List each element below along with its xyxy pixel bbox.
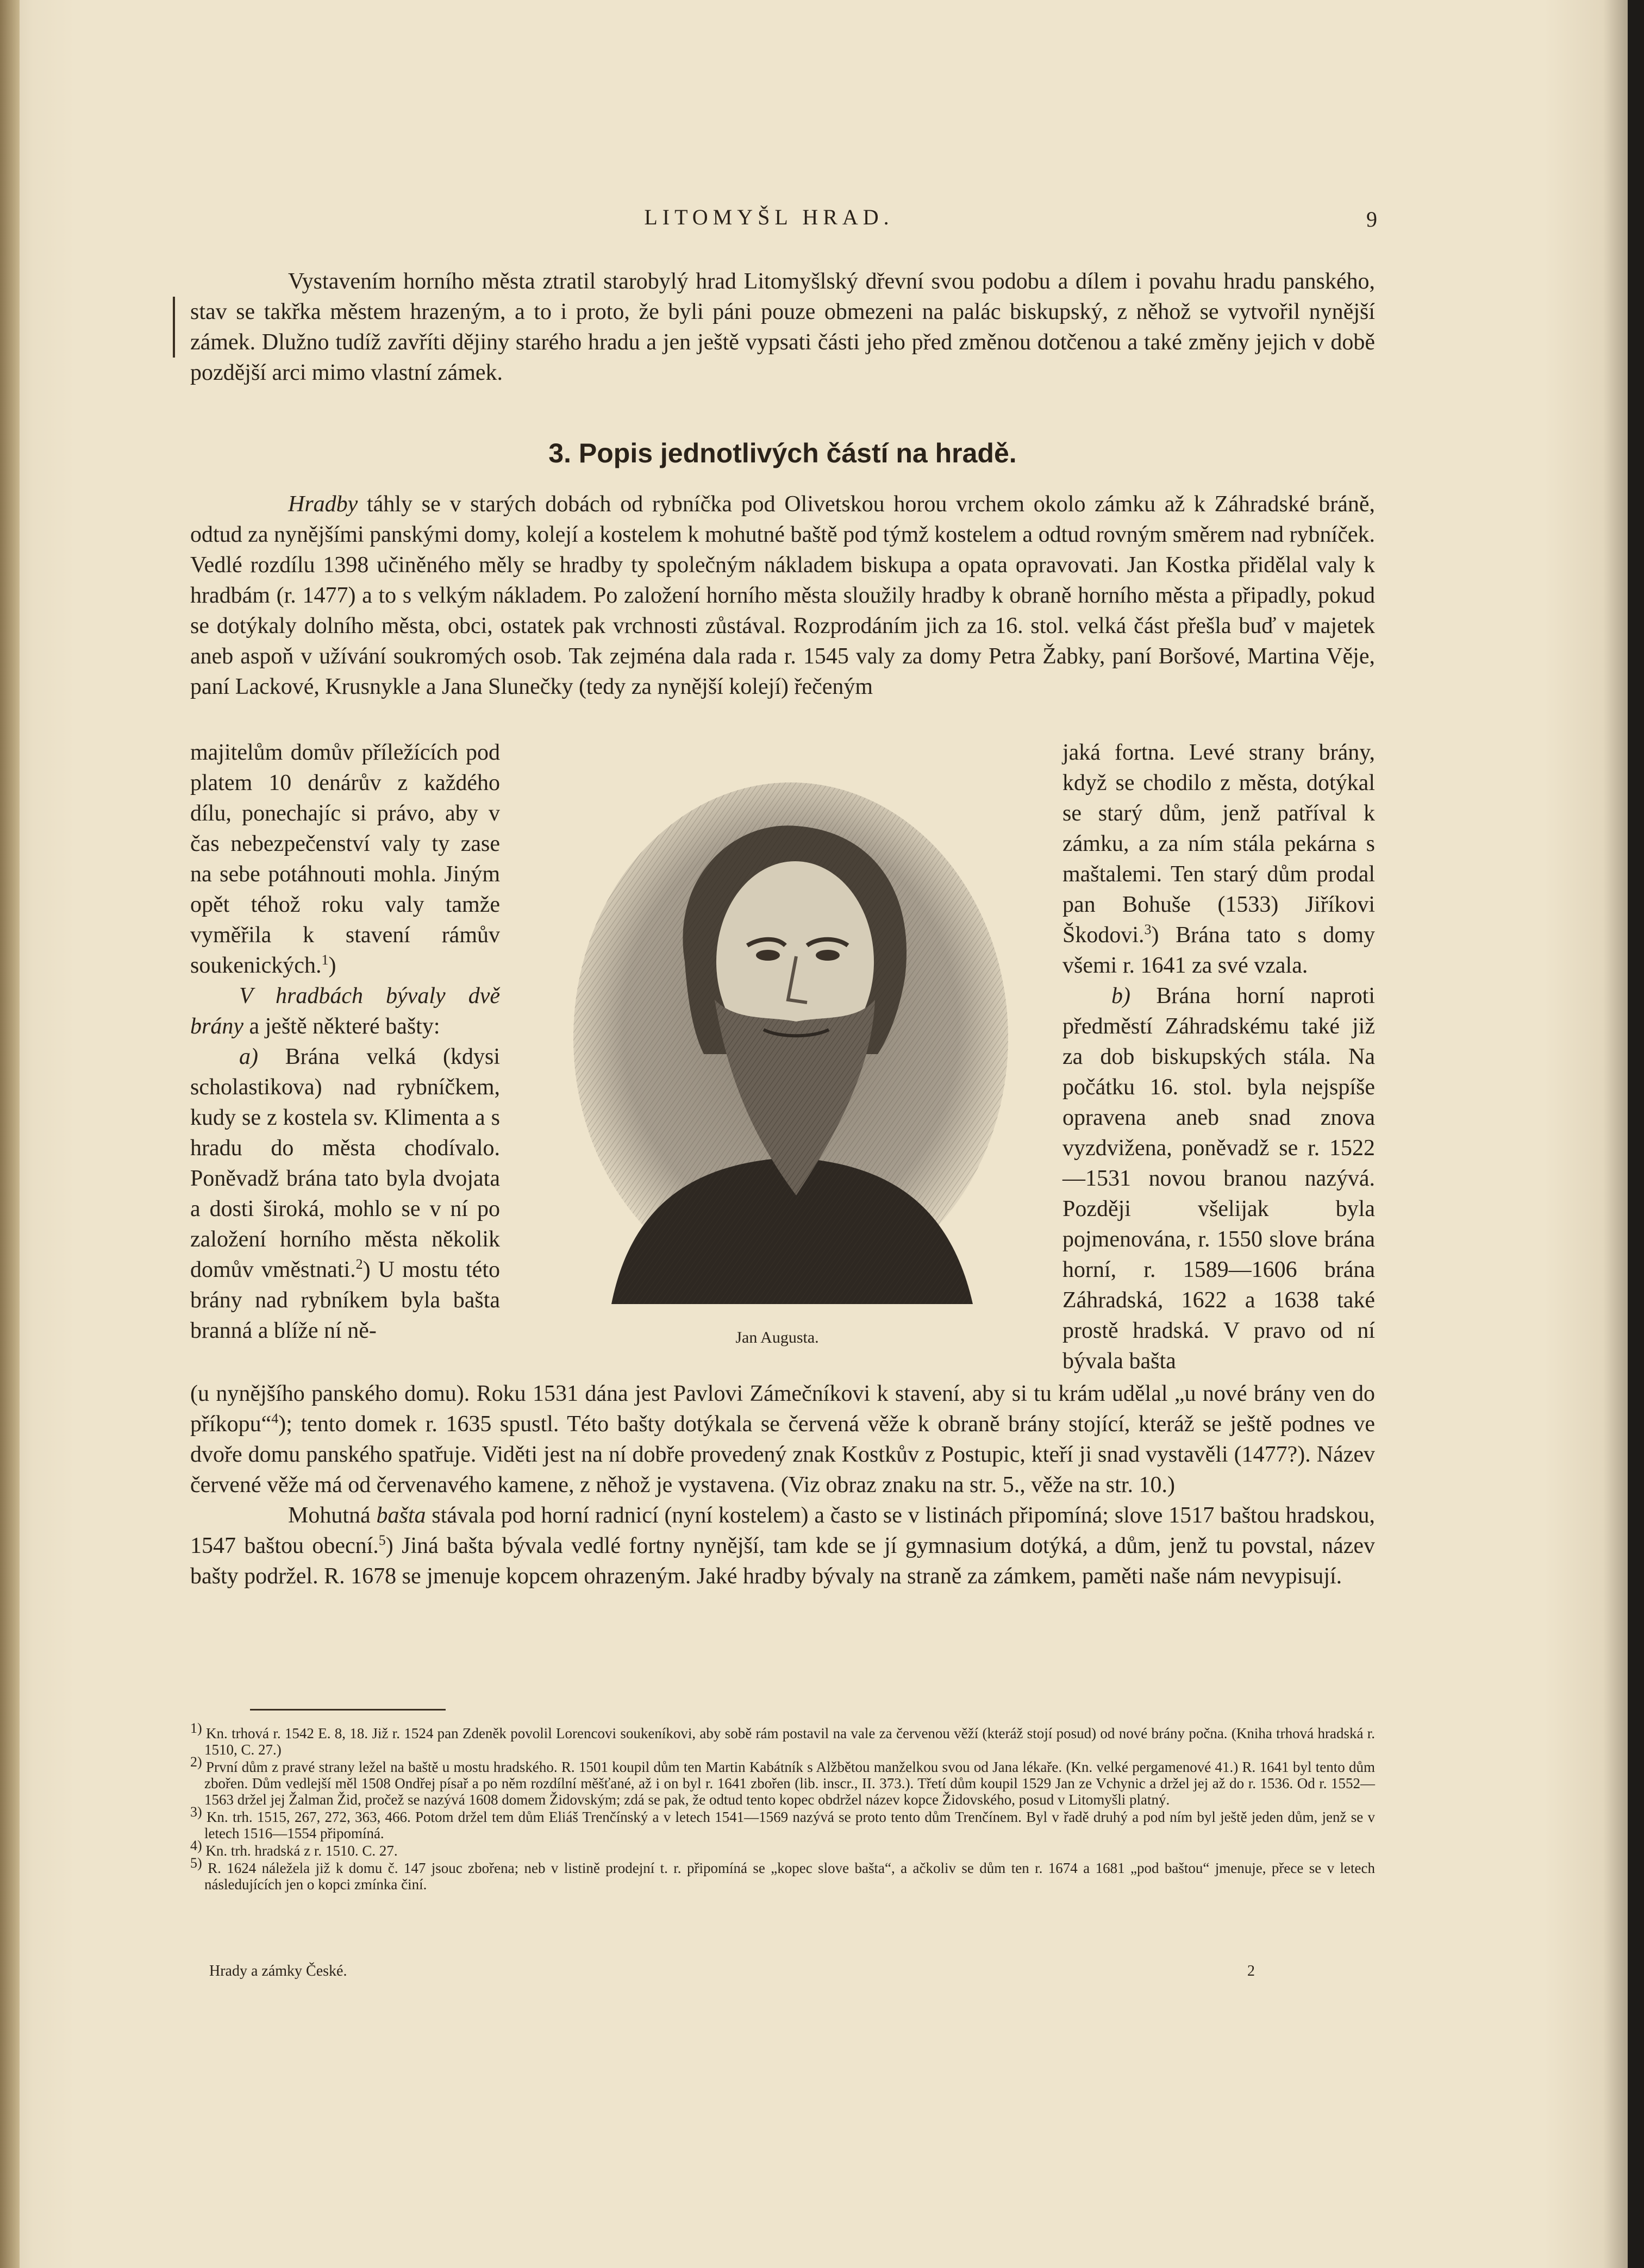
right-p1-tail: Brána tato s domy všemi r. 1641 za své vzala. [1062,923,1375,978]
bastion-pre: Mohutná [288,1503,377,1528]
page-number: 9 [1366,207,1377,231]
section-title: 3. Popis jednotlivých částí na hradě. [548,438,1017,468]
footnote-1 [190,1720,1376,1758]
footnotes [190,1720,1376,1894]
portrait-caption: Jan Augusta. [735,1329,819,1346]
signature-mark: 2 [1247,1963,1255,1979]
gates-text: a ještě některé bašty: [243,1014,440,1039]
left-p1: majitelům domův příležících pod platem 10 denárův z každého dílu, ponechajíc si právo, aby v čas nebezpečenství valy ty zase na sebe potáhnouti mohla. Jiným opět téhož roku valy tamže vyměřila k stavení rámův soukenických. [190,740,500,978]
footnote-text: Kn. trh. hradská z r. 1510. C. 27. [205,1843,398,1859]
footnote-rule [250,1709,446,1711]
gates-lead: V hradbách bývaly dvě brány [190,983,500,1039]
footnote-text: Kn. trh. 1515, 267, 272, 363, 466. Potom držel tem dům Eliáš Trenčínský a v letech 1541—1569 nazývá se proto tento dům Trenčínem. Byl v řadě druhý a pod ním byl ještě jeden dům, jenž se v letech 1516—1554 připomíná. [204,1809,1375,1841]
gate-a-text: Brána velká (kdysi scholastikova) nad rybníčkem, kudy se z kostela sv. Klimenta a s hradu do města chodívalo. Poněvadž brána tato byla dvojata a dosti široká, mohlo se v ní po založení horního města několik domův vměstnati. [190,1044,500,1282]
footnote-ref-5: 5 [378,1532,386,1548]
hradby-paragraph [190,489,1375,702]
footnote-3 [190,1804,1375,1841]
book-signature: Hrady a zámky České. [209,1963,347,1979]
footnote-ref-4: 4 [271,1411,279,1426]
footnote-4 [190,1838,1375,1859]
continuation-p1b: ; tento domek r. 1635 spustl. Této bašty dotýkala se červená věže k obraně brány stojící, kteráž se ještě podnes ve dvoře domu panského spatřuje. Viděti jest na ní dobře provedený znak Kostkův z Postupic, kteří ji snad vystavěli (1477?). Název červené věže má od červenavého kamene, z něhož je vystavena. (Viz obraz znaku na str. 5., věže na str. 10.) [190,1412,1375,1498]
gate-a-lead: a) [239,1044,258,1069]
margin-mark [173,297,175,358]
hradby-lead: Hradby [288,492,358,517]
intro-paragraph [190,266,1375,388]
bastion-lead: bašta [376,1503,426,1528]
footnote-text: Kn. trhová r. 1542 E. 8, 18. Již r. 1524 pan Zdeněk povolil Lorencovi soukeníkovi, aby sobě rám postavil na vale za červenou věží (kteráž stojí posud) od nové brány počna. (Kniha trhová hradská r. 1510, C. 27.) [204,1725,1376,1758]
gate-b-lead: b) [1111,983,1130,1008]
continuation-text: (u nynějšího panského domu). Roku 1531 dána jest Pavlovi Zámečníkovi k stavení, aby si tu krám udělal „u nové brány ven do příkopu“$^4$); tento domek r. 1635 spustl. Této bašty dotýkala se červená věže k obraně brány stojící, kteráž se ještě podnes ve dvoře domu panského spatřuje. Viděti jest na ní dobře provedený znak Kostkův z Postupic, kteří ji snad vystavěli (1477?). Název červené věže má od červenavého kamene, z něhož je vystavena. (Viz obraz znaku na str. 5., věže na str. 10.) Mohutná bašta stávala pod horní radnicí (nyní kostelem) a často se v listinách připomíná; slove 1517 baštou hradskou, 1547 baštou obecní.$^5$) Jiná bašta bývala vedlé fortny nynější, tam kde se jí gymnasium dotýká, a dům, jenž tu povstal, název bašty podržel. R. 1678 se jmenuje kopcem ohrazeným. Jaké hradby bývaly na straně za zámkem, paměti naše nám nevypisují. [190,1381,1376,1589]
right-column: jaká fortna. Levé strany brány, když se chodilo z města, dotýkal se starý dům, jenž patříval k zámku, a za ním stála pekárna s maštalemi. Ten starý dům prodal pan Bohuše (1533) Jiříkovi Škodovi.$^3$) Brána tato s domy všemi r. 1641 za své vzala. b) Brána horní naproti předměstí Záhradskému také již za dob biskupských stála. Na počátku 16. stol. byla nejspíše opravena aneb snad znova vyzdvižena, poněvadž se r. 1522—1531 novou branou nazývá. Později všelijak byla pojmenována, r. 1550 slove brána horní, r. 1589—1606 brána Záhradská, 1622 a 1638 také prostě hradská. V pravo od ní bývala bašta [1062,740,1375,1374]
footnote-mark: 5) [190,1855,202,1871]
footnote-2 [190,1754,1376,1808]
book-spine-shadow [0,0,20,2268]
portrait-engraving [568,782,1014,1310]
running-header [163,201,1375,239]
footnote-mark: 3) [190,1804,202,1820]
bastion-tail: Jiná bašta bývala vedlé fortny nynější, tam kde se jí gymnasium dotýká, a dům, jenž tu povstal, název bašty podržel. R. 1678 se jmenuje kopcem ohrazeným. Jaké hradby bývaly na straně za zámkem, paměti naše nám nevypisují. [190,1533,1375,1589]
footnote-ref-2: 2 [355,1256,363,1272]
right-p1: jaká fortna. Levé strany brány, když se chodilo z města, dotýkal se starý dům, jenž patříval k zámku, a za ním stála pekárna s maštalemi. Ten starý dům prodal pan Bohuše (1533) Jiříkovi Škodovi. [1062,740,1375,948]
gate-a-tail: U mostu této brány nad rybníkem byla bašta branná a blíže ní ně- [190,1257,500,1343]
footnote-mark: 1) [190,1720,202,1736]
continuation-p1a: (u nynějšího panského domu). Roku 1531 dána jest Pavlovi Zámečníkovi k stavení, aby si tu krám udělal „u nové brány ven do příkopu“ [190,1381,1375,1437]
footnote-mark: 4) [190,1838,202,1853]
footnote-ref-1: 1 [321,952,329,968]
hradby-text: táhly se v starých dobách od rybníčka pod Olivetskou horou vrchem okolo zámku až k Záhradské bráně, odtud za nynějšími panskými domy, kolejí a kostelem k mohutné baště pod týmž kostelem a odtud rovným směrem nad rybníček. Vedlé rozdílu 1398 učiněného měly se hradby ty společným nákladem biskupa a opata opravovati. Jan Kostka přidělal valy k hradbám (r. 1477) a to s velkým nákladem. Po založení horního města sloužily hradby k obraně horního města a připadly, pokud se dotýkaly dolního města, obci, ostatek pak vrchnosti zůstával. Rozprodáním jich za 16. stol. velká část přešla buď v majetek aneb aspoň v užívání soukromých osob. Tak zejména dala rada r. 1545 valy za domy Petra Žabky, paní Boršové, Martina Věje, paní Lackové, Krusnykle a Jana Slunečky (tedy za nynější kolejí) řečeným [190,492,1375,699]
footnote-mark: 2) [190,1754,202,1770]
intro-text: Vystavením horního města ztratil starobylý hrad Litomyšlský dřevní svou podobu a dílem i povahu hradu panského, stav se takřka městem hrazeným, a to i proto, že byli páni pouze obmezeni na palác biskupský, z něhož se vytvořil nynější zámek. Dlužno tudíž zavříti dějiny starého hradu a jen ještě vypsati části jeho před změnou dotčenou a také změny jejich v době pozdější arci mimo vlastní zámek. [190,269,1375,385]
jan-augusta-portrait [568,782,1014,1310]
footnote-ref-3: 3 [1144,922,1152,937]
bastion-text: stávala pod horní radnicí (nyní kostelem) a často se v listinách připomíná; slove 1517 baštou hradskou, 1547 baštou obecní. [190,1503,1376,1558]
left-column: majitelům domův příležících pod platem 10 denárův z každého dílu, ponechajíc si právo, aby v čas nebezpečenství valy ty zase na sebe potáhnouti mohla. Jiným opět téhož roku valy tamže vyměřila k stavení rámův soukenických.$^1$) V hradbách bývaly dvě brány a ještě některé bašty: a) Brána velká (kdysi scholastikova) nad rybníčkem, kudy se z kostela sv. Klimenta a s hradu do města chodívalo. Poněvadž brána tato byla dvojata a dosti široká, mohlo se v ní po založení horního města několik domův vměstnati.$^2$) U mostu této brány nad rybníkem byla bašta branná a blíže ní ně- [190,740,500,1343]
gate-b-text: Brána horní naproti předměstí Záhradskému také již za dob biskupských stála. Na počátku 16. stol. byla nejspíše opravena aneb snad znova vyzdvižena, poněvadž se r. 1522—1531 novou branou nazývá. Později všelijak byla pojmenována, r. 1550 slove brána horní, r. 1589—1606 brána Záhradská, 1622 a 1638 také prostě hradská. V pravo od ní bývala bašta [1062,983,1375,1374]
footnote-text: První dům z pravé strany ležel na baště u mostu hradského. R. 1501 koupil dům ten Martin Kabátník s Alžbětou manželkou svou od Jana lékaře. (Kn. velké pergamenové 41.) R. 1641 byl tento dům zbořen. Dům vedlejší měl 1508 Ondřej písař a po něm rozdílní měšťané, až i on byl r. 1641 zbořen (lib. inscr., II. 373.). Třetí dům koupil 1529 Jan ze Vchynic a držel jej až do r. 1536. Od r. 1552—1563 držel jej Žalman Žid, pročež se nazývá 1608 domem Židovským; zdá se pak, že odtud tento kopec obdržel název kopce Židovského, posud v Litomyšli platný. [204,1759,1376,1808]
running-title: LITOMYŠL HRAD. [644,205,894,229]
footnote-text: R. 1624 náležela již k domu č. 147 jsouc zbořena; neb v listině prodejní t. r. připomíná se „kopec slove bašta“, a ačkoliv se dům ten r. 1674 a 1681 „pod baštou“ jmenuje, přece se v letech následujících jen o kopci zmínka činí. [204,1860,1376,1893]
footnote-5 [190,1855,1376,1893]
scan-edge [1628,0,1644,2268]
